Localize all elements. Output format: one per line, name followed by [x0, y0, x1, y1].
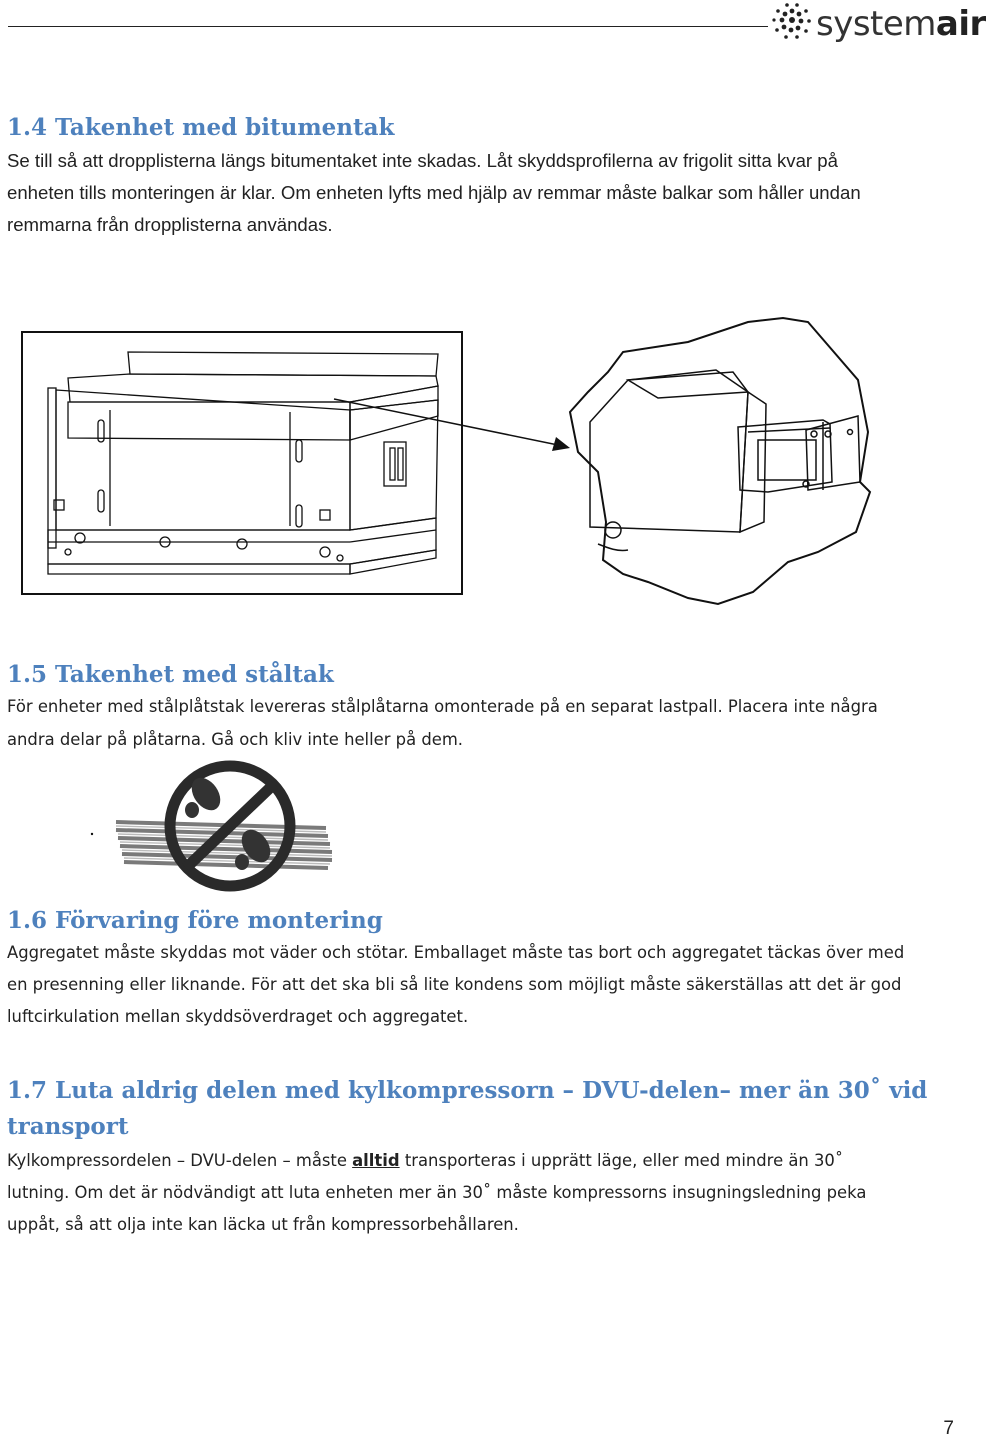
page-number: 7: [943, 1418, 954, 1439]
paragraph-1-7-line-1: Kylkompressordelen – DVU-delen – måste alltid transporteras i upprätt läge, eller med mindre än 30˚: [7, 1151, 844, 1170]
paragraph-1-5-line-1: För enheter med stålplåtstak levereras stålplåtarna omonterade på en separat lastpall. Placera inte några: [7, 697, 878, 716]
brand-name: systemair: [816, 4, 986, 44]
drip-edge-detail-drawing: [568, 312, 873, 608]
paragraph-1-6-line-3: luftcirkulation mellan skyddsöverdraget och aggregatet.: [7, 1007, 469, 1026]
section-heading-1-5: 1.5 Takenhet med ståltak: [7, 661, 334, 688]
paragraph-1-6-line-2: en presenning eller liknande. För att det ska bli så lite kondens som möjligt måste säkerställas att det är god: [7, 975, 902, 994]
no-stepping-icon: [88, 758, 338, 898]
section-heading-1-7-line-2: transport: [7, 1113, 129, 1140]
paragraph-1-4-line-3: remmarna från dropplisterna användas.: [7, 214, 333, 235]
section-heading-1-7-line-1: 1.7 Luta aldrig delen med kylkompressorn – DVU-delen– mer än 30˚ vid: [7, 1077, 928, 1104]
paragraph-1-4-line-2: enheten tills monteringen är klar. Om enheten lyfts med hjälp av remmar måste balkar som håller undan: [7, 182, 861, 203]
paragraph-1-7-line-3: uppåt, så att olja inte kan läcka ut från kompressorbehållaren.: [7, 1215, 519, 1234]
section-heading-1-6: 1.6 Förvaring före montering: [7, 907, 383, 934]
paragraph-1-5-line-2: andra delar på plåtarna. Gå och kliv inte heller på dem.: [7, 730, 464, 749]
header-rule: [8, 26, 768, 27]
paragraph-1-6-line-1: Aggregatet måste skyddas mot väder och stötar. Emballaget måste tas bort och aggregatet täckas över med: [7, 943, 905, 962]
paragraph-1-7-line-2: lutning. Om det är nödvändigt att luta enheten mer än 30˚ måste kompressorns insugningsledning peka: [7, 1183, 867, 1202]
emphasis-alltid: alltid: [352, 1151, 400, 1170]
roof-unit-drawing: [20, 330, 465, 596]
section-heading-1-4: 1.4 Takenhet med bitumentak: [7, 114, 395, 141]
detail-arrow-icon: [330, 395, 575, 455]
paragraph-1-4-line-1: Se till så att dropplisterna längs bitumentaket inte skadas. Låt skyddsprofilerna av frigolit sitta kvar på: [7, 150, 838, 171]
